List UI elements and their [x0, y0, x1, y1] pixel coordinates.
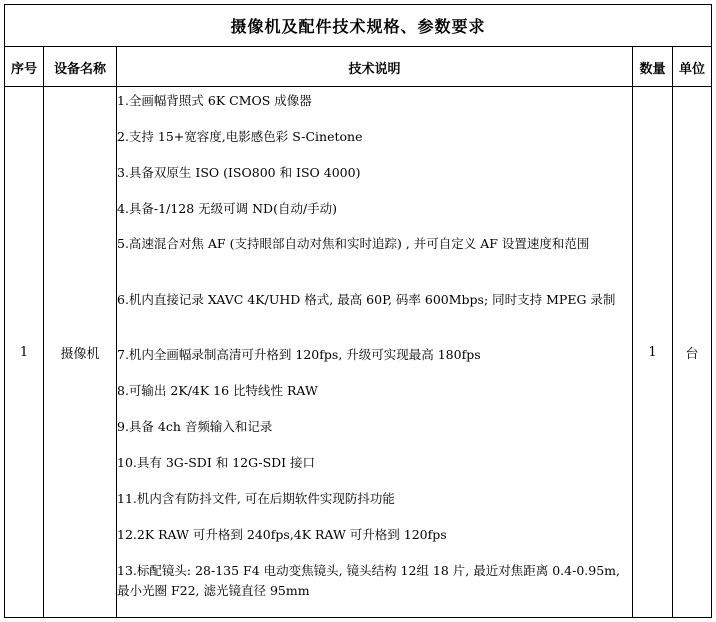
spec-table [4, 4, 712, 618]
spec-item: 6.机内直接记录 XAVC 4K/UHD 格式, 最高 60P, 码率 600Mbps; 同时支持 MPEG 录制 [117, 292, 616, 307]
spec-item: 11.机内含有防抖文件, 可在后期软件实现防抖功能 [117, 491, 395, 506]
spec-item: 4.具备-1/128 无级可调 ND(自动/手动) [117, 201, 338, 216]
spec-item: 5.高速混合对焦 AF (支持眼部自动对焦和实时追踪) , 并可自定义 AF 设置速度和范围 [117, 236, 590, 251]
spec-item: 8.可输出 2K/4K 16 比特线性 RAW [117, 383, 318, 398]
spec-item: 1.全画幅背照式 6K CMOS 成像器 [117, 93, 312, 108]
spec-item: 12.2K RAW 可升格到 240fps,4K RAW 可升格到 120fps [117, 527, 447, 542]
spec-item: 9.具备 4ch 音频输入和记录 [117, 419, 273, 434]
spec-item: 3.具备双原生 ISO (ISO800 和 ISO 4000) [117, 165, 361, 180]
header-unit: 单位 [678, 61, 705, 77]
header-index: 序号 [10, 61, 37, 77]
spec-item: 7.机内全画幅录制高清可升格到 120fps, 升级可实现最高 180fps [117, 347, 481, 362]
header-device-name: 设备名称 [53, 61, 106, 77]
row-device-name: 摄像机 [60, 346, 100, 362]
spec-item: 13.标配镜头: 28-135 F4 电动变焦镜头, 镜头结构 12组 18 片, 最近对焦距离 0.4-0.95m, 最小光圈 F22, 滤光镜直径 95mm [117, 563, 620, 598]
spec-item: 10.具有 3G-SDI 和 12G-SDI 接口 [117, 455, 316, 470]
table-title: 摄像机及配件技术规格、参数要求 [5, 5, 711, 47]
spec-item [117, 127, 629, 147]
row-index: 1 [19, 344, 29, 360]
header-quantity: 数量 [639, 61, 666, 77]
row-unit: 台 [685, 346, 699, 362]
spec-item-text: 2.支持 15+宽容度,电影感色彩 S-Cinetone [117, 129, 363, 144]
row-quantity: 1 [648, 344, 657, 360]
header-description: 技术说明 [348, 61, 401, 77]
